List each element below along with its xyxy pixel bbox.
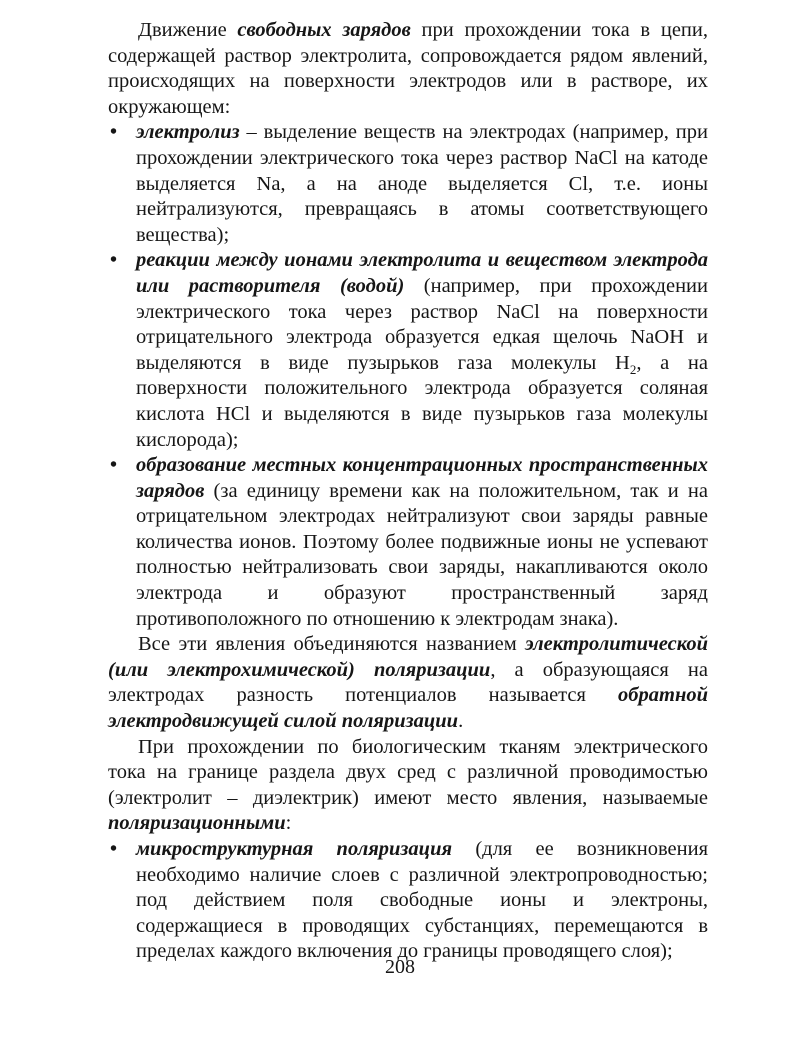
intro-term: свободных зарядов xyxy=(237,19,411,41)
item-term: образование местных концентрационных пространственных зарядов xyxy=(136,454,708,502)
para-term: электролитической (или электрохимической) поляризации xyxy=(108,633,708,681)
item-text: (например, при прохождении электрического тока через раствор NaCl на поверхности отрицательного электрода образуется едкая щелочь NaOH и выделяются в виде пузырьков газа молекулы H xyxy=(136,274,708,374)
effects-list xyxy=(108,120,708,632)
para-text: . xyxy=(458,710,464,733)
list-item-space-charges xyxy=(108,453,708,632)
item-text: – выделение веществ на электродах (например, при прохождении электрического тока через раствор NaCl на катоде выделяется Na, а на аноде выделяется Cl, т.е. ионы нейтрализуются, превращаясь в атомы соответствующего вещества); xyxy=(136,121,708,246)
para-term: обратной электродвижущей силой поляризации xyxy=(108,684,708,733)
para-text: : xyxy=(285,812,292,835)
para-term: поляризационными xyxy=(108,812,286,835)
item-term: реакции между ионами электролита и веществом электрода или растворителя (водой) xyxy=(136,249,708,297)
list-item-electrolysis xyxy=(108,120,708,248)
biological-paragraph xyxy=(108,735,708,837)
bullet-icon: • xyxy=(110,121,118,144)
bullet-icon: • xyxy=(110,249,118,272)
para-text: Все эти явления объединяются названием xyxy=(138,633,526,656)
para-text: , а образующаяся на электродах разность потенциалов называется xyxy=(108,658,708,707)
intro-paragraph xyxy=(108,18,708,120)
item-text: (для ее возникновения необходимо наличие слоев с различной электропроводностью; под действием поля свободные ионы и электроны, содержащиеся в проводящих субстанциях, перемещаются в пределах каждого включения до границы проводящего слоя); xyxy=(136,838,709,963)
list-item-microstructural xyxy=(108,837,708,965)
subscript: 2 xyxy=(629,361,637,377)
bullet-icon: • xyxy=(110,454,118,477)
item-term: электролиз xyxy=(136,121,240,144)
item-text-rest: , а на поверхности положительного электрода образуется соляная кислота HCl и выделяются в виде пузырьков газа молекулы кислорода); xyxy=(136,351,708,451)
page-body xyxy=(108,18,708,965)
item-term: микроструктурная поляризация xyxy=(136,838,453,860)
polarization-paragraph xyxy=(108,632,708,734)
intro-text-rest: при прохождении тока в цепи, содержащей раствор электролита, сопровождается рядом явлений, происходящих на поверхности электродов или в растворе, их окружающем: xyxy=(108,19,708,118)
list-item-reactions xyxy=(108,248,708,453)
para-text: При прохождении по биологическим тканям электрического тока на границе раздела двух сред с различной проводимостью (электролит – диэлектрик) имеют место явления, называемые xyxy=(108,735,708,809)
item-text: (за единицу времени как на положительном, так и на отрицательном электродах нейтрализуют свои заряды равные количества ионов. Поэтому более подвижные ионы не успевают полностью нейтрализовать свои заряды, накапливаются около электрода и образуют пространственный заряд противоположного по отношению к электродам знака). xyxy=(136,479,708,630)
intro-text: Движение xyxy=(138,19,238,41)
polarization-list xyxy=(108,837,708,965)
bullet-icon: • xyxy=(110,838,118,860)
page-number: 208 xyxy=(385,956,415,978)
